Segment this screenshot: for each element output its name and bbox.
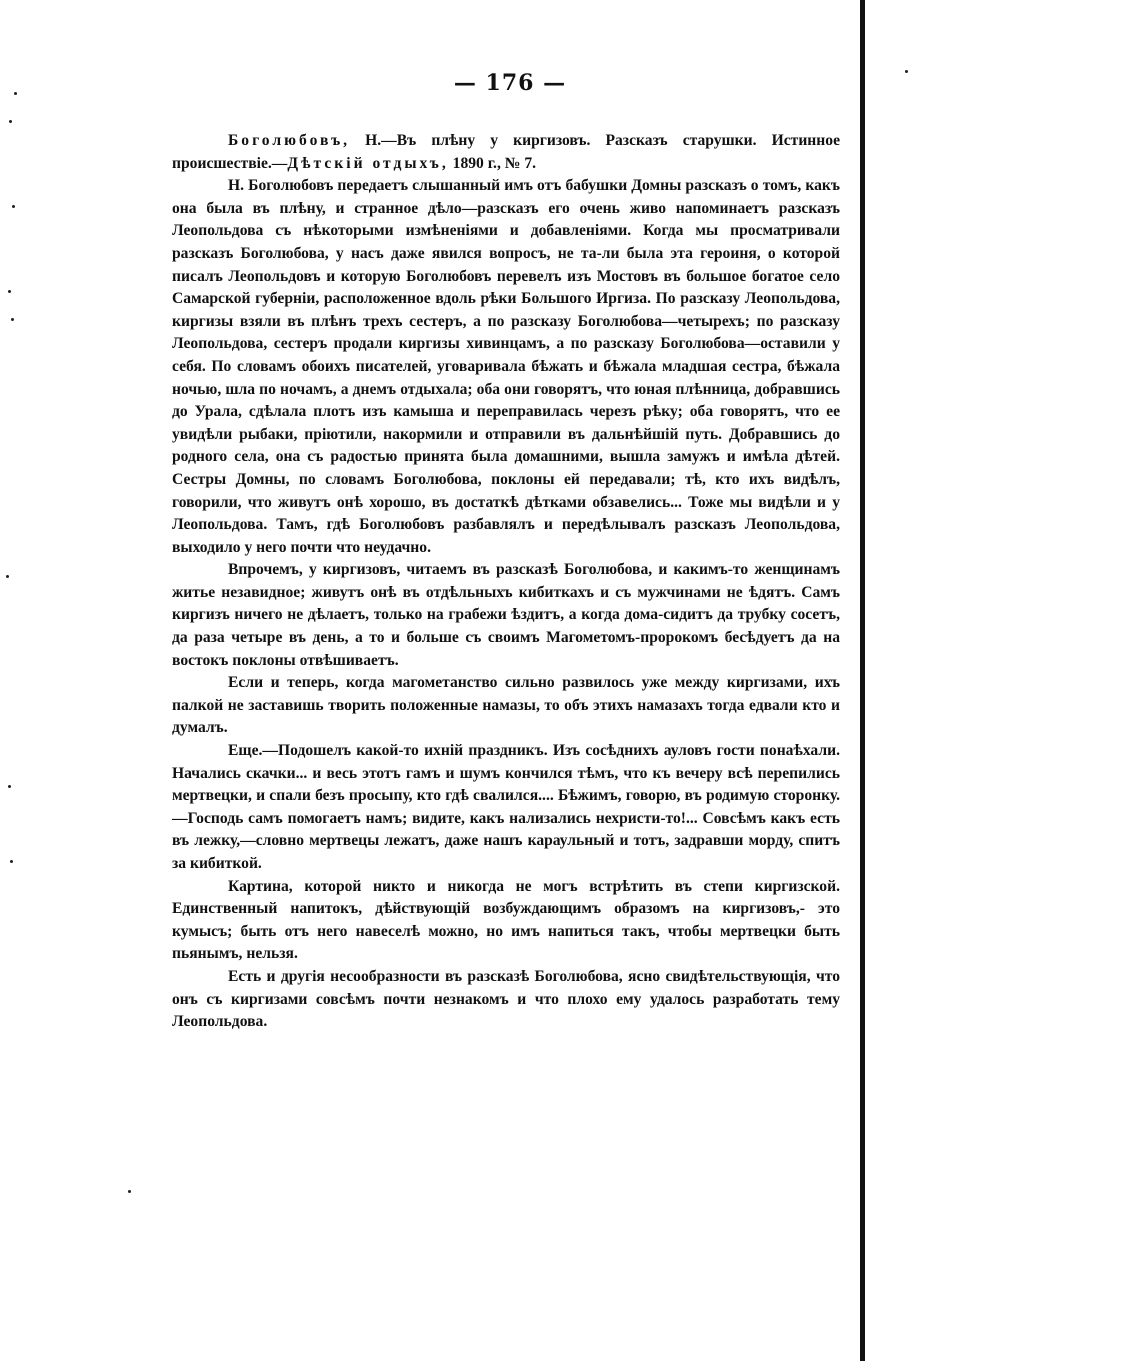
scan-speck: [8, 290, 11, 293]
entry-source: Дѣтскій отдыхъ,: [287, 154, 449, 172]
scan-speck: [128, 1190, 131, 1193]
scan-speck: [9, 120, 12, 123]
entry-issue: 1890 г., № 7.: [448, 154, 537, 172]
scan-speck: [11, 318, 14, 321]
entry-author: Боголюбовъ,: [228, 132, 351, 149]
paragraph: Если и теперь, когда магометанство сильно развилось уже между киргизами, ихъ палкой не заставишь творить положенные намазы, то объ этихъ намазахъ тогда едвали кто и думалъ.: [172, 674, 840, 737]
article-body: [172, 130, 840, 1034]
scan-speck: [905, 70, 908, 73]
paragraph: Впрочемъ, у киргизовъ, читаемъ въ разсказѣ Боголюбова, и какимъ-то женщинамъ житье незавидное; живутъ онѣ въ отдѣльныхъ кибиткахъ и съ мужчинами не ѣдятъ. Самъ киргизъ ничего не дѣлаетъ, только на грабежи ѣздитъ, а когда дома-сидитъ да трубку сосетъ, да раза четыре въ день, а то и больше съ своимъ Магометомъ-пророкомъ бесѣдуетъ да на востокъ поклоны отвѣшиваетъ.: [172, 561, 840, 669]
binding-edge-line: [860, 0, 865, 1361]
scan-speck: [6, 575, 9, 578]
paragraph: Еще.—Подошелъ какой-то ихній праздникъ. Изъ сосѣднихъ ауловъ гости понаѣхали. Начались скачки... и весь этотъ гамъ и шумъ кончился тѣмъ, что къ вечеру всѣ перепились мертвецки, и спали безъ просыпу, кто гдѣ свалился.... Бѣжимъ, говорю, въ родимую сторонку.—Господь самъ помогаетъ намъ; видите, какъ нализались нехристи-то!... Совсѣмъ какъ есть въ лежку,—словно мертвецы лежатъ, даже нашъ караульный и тотъ, задравши морду, спитъ за кибиткой.: [172, 742, 840, 872]
scan-speck: [14, 92, 17, 95]
page-number: — 176 —: [453, 70, 567, 96]
entry-title: Н.—Въ плѣну у киргизовъ. Разсказъ старушки. Истинное происшествіе.—: [172, 132, 840, 172]
paragraph: Н. Боголюбовъ передаетъ слышанный имъ отъ бабушки Домны разсказъ о томъ, какъ она была въ плѣну, и странное дѣло—разсказъ его очень живо напоминаетъ разсказъ Леопольдова съ нѣкоторыми измѣненіями и добавленіями. Когда мы просматривали разсказъ Боголюбова, у насъ даже явился вопросъ, не та-ли была эта героиня, о которой писалъ Леопольдовъ и которую Боголюбовъ перевелъ изъ Мостовъ въ большое богатое село Самарской губерніи, расположенное вдоль рѣки Большого Иргиза. По разсказу Леопольдова, киргизы взяли въ плѣнъ трехъ сестеръ, а по разсказу Боголюбова—четырехъ; по разсказу Леопольдова, сестеръ продали киргизы хивинцамъ, а по разсказу Боголюбова—оставили у себя. По словамъ обоихъ писателей, уговаривала бѣжать и бѣжала младшая сестра, бѣжала ночью, шла по ночамъ, а днемъ отдыхала; оба они говорятъ, что юная плѣнница, добравшись до Урала, сдѣлала плотъ изъ камыша и переправилась черезъ рѣку; оба говорятъ, что ее увидѣли рыбаки, пріютили, накормили и отправили въ дальнѣйшій путь. Добравшись до родного села, она съ радостью принята была домашними, вышла замужъ и имѣла дѣтей. Сестры Домны, по словамъ Боголюбова, поклоны ей передавали; тѣ, кто ихъ видѣлъ, говорили, что живутъ онѣ хорошо, въ достаткѣ дѣтками обзавелись... Тоже мы видѣли и у Леопольдова. Тамъ, гдѣ Боголюбовъ разбавлялъ и передѣлывалъ разсказъ Леопольдова, выходило у него почти что неудачно.: [172, 177, 840, 556]
bibliographic-entry: [172, 130, 840, 175]
paragraph: Картина, которой никто и никогда не могъ встрѣтить въ степи киргизской. Единственный напитокъ, дѣйствующій возбуждающимъ образомъ на киргизовъ,- это кумысъ; быть отъ него навеселѣ можно, но имъ напиться такъ, чтобы мертвецки быть пьянымъ, нельзя.: [172, 877, 840, 963]
scan-speck: [12, 205, 15, 208]
scan-speck: [8, 785, 11, 788]
scan-speck: [10, 860, 13, 863]
paragraph: Есть и другія несообразности въ разсказѣ Боголюбова, ясно свидѣтельствующія, что онъ съ киргизами совсѣмъ почти незнакомъ и что плохо ему удалось разработать тему Леопольдова.: [172, 967, 840, 1031]
